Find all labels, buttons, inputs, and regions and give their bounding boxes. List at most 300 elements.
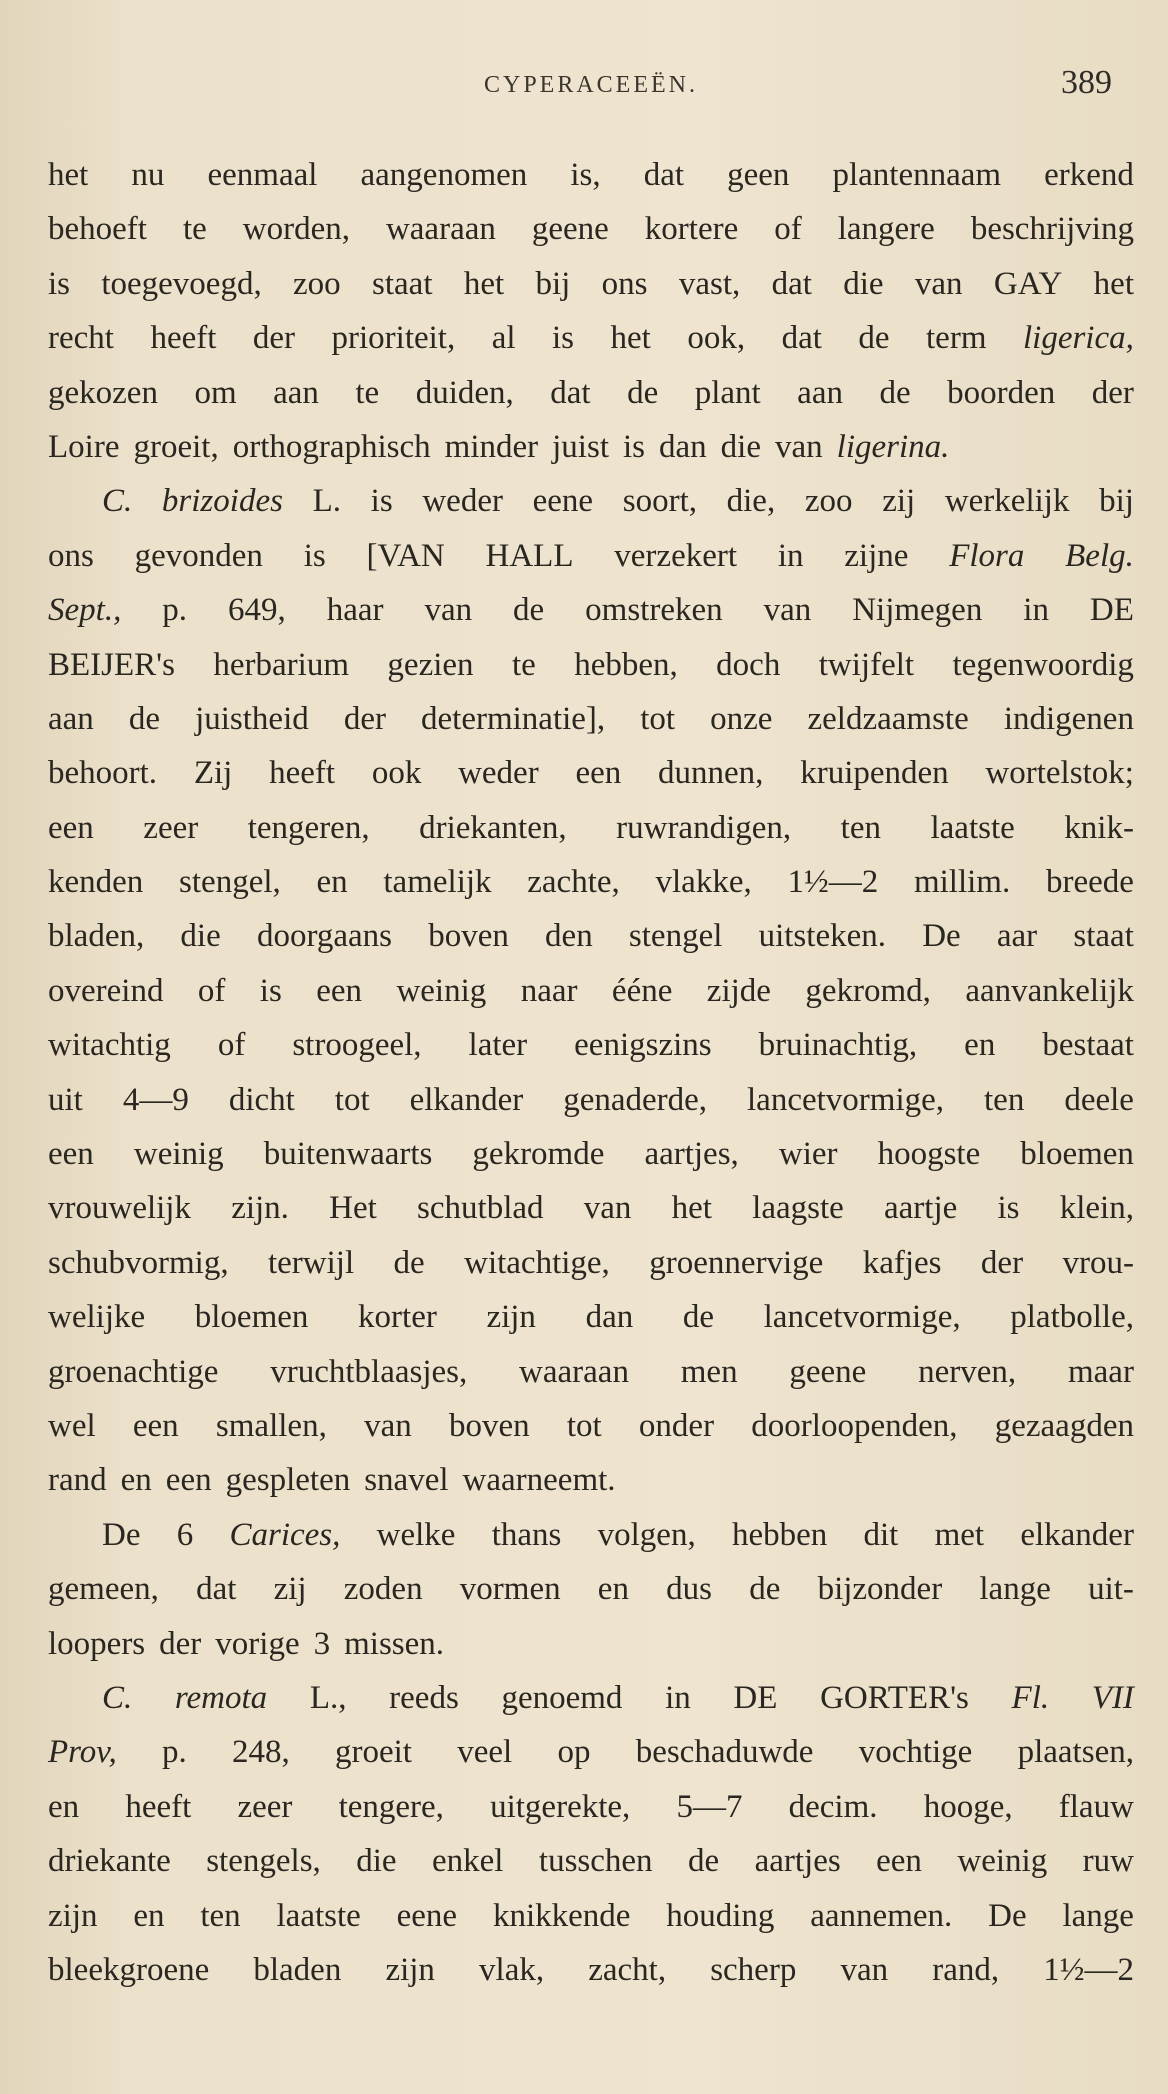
word: plant (694, 374, 761, 411)
word: in (777, 537, 804, 574)
word: stengels, (206, 1843, 321, 1880)
word: hoogste (877, 1136, 981, 1173)
word: 1½—2 (787, 864, 879, 901)
word: uit (48, 1081, 83, 1118)
word: wier (778, 1136, 838, 1173)
word: p. (162, 592, 188, 629)
word: zoo (804, 483, 853, 520)
word: den (545, 918, 593, 955)
word: terwijl (267, 1244, 355, 1281)
word: 649, (227, 592, 286, 629)
text-line (48, 1399, 1134, 1453)
word: der (1091, 374, 1134, 411)
word: zijn. (231, 1190, 289, 1227)
word: Fl. (1011, 1679, 1050, 1716)
word: dat (643, 157, 685, 193)
word: lange (1062, 1897, 1134, 1934)
text-line (48, 529, 1134, 583)
word: ligerina. (836, 428, 950, 465)
word: p. (161, 1734, 187, 1771)
word: missen. (344, 1625, 445, 1662)
word: recht (48, 320, 114, 357)
word: die (843, 265, 884, 302)
word: boven (428, 918, 509, 955)
word: zijn (48, 1897, 98, 1934)
word: gezaagden (994, 1407, 1134, 1444)
word: en (120, 1462, 152, 1499)
word: Flora (949, 537, 1025, 574)
word: later (468, 1027, 528, 1064)
word: ten (984, 1081, 1025, 1118)
text-line (48, 1780, 1134, 1834)
word: L., (309, 1679, 347, 1716)
word: witachtige, (464, 1244, 610, 1281)
word: De (988, 1897, 1027, 1934)
word: ook, (687, 320, 746, 357)
word: een (48, 809, 94, 846)
word: vast, (678, 265, 741, 302)
word: van (914, 265, 963, 302)
text-line (48, 1889, 1134, 1943)
word: behoort. (48, 755, 158, 792)
text-line (48, 1508, 1134, 1562)
word: weinig (133, 1136, 224, 1173)
word: gezien (387, 646, 474, 683)
word: dit (863, 1516, 899, 1553)
word: van (583, 1190, 632, 1227)
word: hooge, (923, 1788, 1013, 1825)
word: te (511, 646, 536, 683)
word: vlakke, (655, 864, 752, 901)
word: lange (979, 1571, 1051, 1608)
word: geene (789, 1353, 867, 1390)
text-line (48, 1290, 1134, 1344)
word: nerven, (918, 1353, 1017, 1390)
word: elkander (409, 1081, 524, 1118)
word: bloemen (1020, 1136, 1134, 1173)
word: groeit, (133, 428, 219, 465)
word: VII (1091, 1679, 1134, 1716)
word: wortelstok; (985, 755, 1134, 792)
word: de (627, 374, 659, 411)
word: houding (666, 1897, 775, 1934)
word: al (491, 320, 516, 357)
word: bleekgroene (48, 1951, 210, 1988)
word: snavel (364, 1462, 449, 1499)
word: die (180, 918, 221, 955)
word: dat (781, 320, 822, 357)
word: GORTER's (820, 1679, 969, 1716)
word: rand (48, 1462, 107, 1499)
word: uitsteken. (758, 918, 886, 955)
word: ten (840, 809, 881, 846)
word: buitenwaarts (263, 1136, 433, 1173)
word: 3 (313, 1625, 331, 1662)
word: [VAN (366, 537, 445, 574)
page-number: 389 (1061, 64, 1112, 101)
word: en (597, 1571, 629, 1608)
word: een (132, 1407, 179, 1444)
word: ruw (1082, 1843, 1134, 1880)
word: waarneemt. (462, 1462, 616, 1499)
word: lancetvormige, (763, 1299, 961, 1336)
word: tot (566, 1407, 602, 1444)
word: weinig (396, 972, 487, 1009)
word: zijde (706, 972, 771, 1009)
word: boorden (947, 374, 1056, 411)
word: welke (376, 1516, 456, 1553)
word: is (370, 483, 393, 520)
word: aan (273, 374, 319, 411)
word: heeft (269, 755, 336, 792)
word: DE (733, 1679, 778, 1716)
word: gekromd, (805, 972, 931, 1009)
word: die, (726, 483, 776, 520)
word: toegevoegd, (101, 265, 262, 302)
word: HALL (485, 537, 574, 574)
word: vochtige (858, 1734, 973, 1771)
word: zeer (237, 1788, 293, 1825)
running-title: CYPERACEEËN. (483, 72, 698, 98)
word: het (463, 265, 505, 302)
word: bruinachtig, (758, 1027, 918, 1064)
text-line (48, 1236, 1134, 1290)
word: plantennaam (832, 157, 1002, 193)
word: weder (422, 483, 503, 520)
word: elkander (1020, 1516, 1134, 1553)
word: tegenwoordig (952, 646, 1134, 683)
word: juistheid (195, 700, 309, 737)
word: Sept., (48, 592, 122, 629)
word: in (665, 1679, 691, 1716)
word: dat (196, 1571, 237, 1608)
word: ruwrandigen, (616, 809, 792, 846)
word: orthographisch (232, 428, 431, 465)
word: gevonden (134, 537, 263, 574)
word: gekromde (472, 1136, 605, 1173)
text-line (48, 366, 1134, 420)
word: de (393, 1244, 425, 1281)
word: zij (273, 1571, 307, 1608)
word: vruchtblaasjes, (270, 1353, 468, 1390)
word: breede (1045, 864, 1134, 901)
text-line (48, 1018, 1134, 1072)
word: 248, (231, 1734, 290, 1771)
word: groennervige (649, 1244, 824, 1281)
word: zacht, (588, 1951, 667, 1988)
word: reeds (389, 1679, 459, 1716)
word: vlak, (479, 1951, 545, 1988)
text-line (48, 692, 1134, 746)
word: brizoides (161, 483, 283, 520)
word: ten (200, 1897, 241, 1934)
word: tot (640, 700, 676, 737)
word: tengere, (338, 1788, 444, 1825)
word: wel (48, 1407, 96, 1444)
word: van (840, 1951, 889, 1988)
text-line (48, 746, 1134, 800)
word: aan (48, 700, 94, 737)
word: tot (334, 1081, 370, 1118)
word: C. (102, 1679, 133, 1716)
text-line (48, 1345, 1134, 1399)
text-line (48, 1127, 1134, 1181)
word: tamelijk (383, 864, 492, 901)
word: loopers (48, 1625, 146, 1662)
text-line (48, 1453, 1134, 1507)
word: ons (48, 537, 94, 574)
word: overeind (48, 972, 164, 1009)
word: duiden, (415, 374, 514, 411)
word: ééne (611, 972, 673, 1009)
word: het (610, 320, 651, 357)
word: der (343, 700, 386, 737)
word: is (48, 265, 71, 302)
word: hebben, (574, 646, 678, 683)
word: is (303, 537, 326, 574)
word: en (964, 1027, 996, 1064)
word: laatste (276, 1897, 361, 1934)
word: zeer (143, 809, 199, 846)
body-text (48, 148, 1134, 1997)
word: zijn (486, 1299, 536, 1336)
word: bestaat (1042, 1027, 1134, 1064)
word: en (133, 1897, 165, 1934)
word: staat (372, 265, 433, 302)
word: dus (666, 1571, 712, 1608)
word: flauw (1058, 1788, 1134, 1825)
word: kruipenden (800, 755, 949, 792)
word: op (557, 1734, 591, 1771)
word: uitgerekte, (490, 1788, 631, 1825)
word: korter (358, 1299, 437, 1336)
word: remota (174, 1679, 268, 1716)
word: dat (771, 265, 812, 302)
word: prioriteit, (331, 320, 456, 357)
word: die (720, 428, 761, 465)
word: schutblad (417, 1190, 544, 1227)
word: haar (326, 592, 384, 629)
word: is, (570, 157, 601, 193)
word: bijzonder (817, 1571, 943, 1608)
word: dunnen, (658, 755, 764, 792)
word: beschaduwde (635, 1734, 814, 1771)
word: erkend (1044, 157, 1134, 193)
word: de (879, 374, 911, 411)
word: vormen (459, 1571, 561, 1608)
word: 5—7 (676, 1788, 743, 1825)
word: een (165, 1462, 212, 1499)
word: heeft (150, 320, 217, 357)
word: zijne (844, 537, 909, 574)
word: stengel (628, 918, 723, 955)
word: Loire (48, 428, 120, 465)
word: vorige (215, 1625, 300, 1662)
word: de (858, 320, 890, 357)
word: aartjes, (644, 1136, 739, 1173)
text-line (48, 257, 1134, 311)
word: ons (601, 265, 648, 302)
word: dan (659, 428, 707, 465)
word: bloemen (194, 1299, 309, 1336)
word: een (876, 1843, 922, 1880)
word: behoeft (48, 211, 147, 248)
word: schubvormig, (48, 1244, 229, 1281)
word: enkel (432, 1843, 504, 1880)
text-line (48, 583, 1134, 637)
word: gemeen, (48, 1571, 159, 1608)
word: van (364, 1407, 412, 1444)
word: een (316, 972, 363, 1009)
word: bij (535, 265, 571, 302)
word: rand, (932, 1951, 1000, 1988)
word: aannemen. (810, 1897, 953, 1934)
word: uit- (1088, 1571, 1134, 1608)
word: Belg. (1065, 537, 1134, 574)
word: of (774, 211, 802, 248)
word: het (48, 157, 89, 193)
word: doorgaans (256, 918, 392, 955)
text-line (48, 1834, 1134, 1888)
word: indigenen (1003, 700, 1134, 737)
word: genaderde, (563, 1081, 708, 1118)
word: L. (312, 483, 342, 520)
word: zij (882, 483, 916, 520)
word: of (197, 972, 226, 1009)
word: men (680, 1353, 738, 1390)
word: Carices, (229, 1516, 341, 1553)
word: der (159, 1625, 202, 1662)
word: term (926, 320, 987, 357)
word: der (980, 1244, 1024, 1281)
text-line (48, 964, 1134, 1018)
word: ligerica, (1022, 320, 1134, 357)
word: ook (371, 755, 422, 792)
word: is (552, 320, 575, 357)
text-line (48, 1181, 1134, 1235)
word: gekozen (48, 374, 158, 411)
word: en (48, 1788, 80, 1825)
text-line (48, 1073, 1134, 1127)
word: beschrijving (970, 211, 1134, 248)
word: de (128, 700, 161, 737)
word: zoo (293, 265, 341, 302)
word: De (102, 1516, 141, 1553)
word: is (623, 428, 646, 465)
word: bladen, (48, 918, 145, 955)
word: lancetvormige, (747, 1081, 945, 1118)
word: te (182, 211, 207, 248)
word: platbolle, (1010, 1299, 1134, 1336)
word: groenachtige (48, 1353, 219, 1390)
word: eenmaal (207, 157, 318, 193)
word: nu (131, 157, 165, 193)
word: aan (797, 374, 843, 411)
word: die (356, 1843, 397, 1880)
word: is (997, 1190, 1020, 1227)
word: de (749, 1571, 781, 1608)
word: eene (396, 1897, 458, 1934)
word: met (934, 1516, 985, 1553)
word: onder (638, 1407, 715, 1444)
word: de (682, 1299, 714, 1336)
text-line (48, 474, 1134, 528)
word: Zij (193, 755, 233, 792)
text-line (48, 855, 1134, 909)
word: of (217, 1027, 246, 1064)
word: van (775, 428, 823, 465)
word: onze (710, 700, 773, 737)
word: langere (837, 211, 935, 248)
word: maar (1067, 1353, 1134, 1390)
word: GAY (993, 265, 1063, 302)
word: zeldzaamste (807, 700, 969, 737)
text-line (48, 311, 1134, 365)
word: stroogeel, (292, 1027, 422, 1064)
word: scherp (710, 1951, 797, 1988)
word: BEIJER's (48, 646, 175, 683)
word: twijfelt (818, 646, 915, 683)
word: aartjes (754, 1843, 841, 1880)
word: dat (550, 374, 591, 411)
word: staat (1073, 918, 1134, 955)
word: waaraan (519, 1353, 629, 1390)
word: verzekert (614, 537, 738, 574)
word: en (316, 864, 348, 901)
word: een (48, 1136, 94, 1173)
word: 6 (176, 1516, 194, 1553)
word: doch (716, 646, 781, 683)
text-line (48, 909, 1134, 963)
text-line (48, 1617, 1134, 1671)
text-line (48, 420, 1134, 474)
word: waaraan (385, 211, 496, 248)
word: eene (532, 483, 594, 520)
word: kenden (48, 864, 144, 901)
word: een (575, 755, 622, 792)
word: herbarium (213, 646, 349, 683)
word: driekante (48, 1843, 171, 1880)
word: determinatie], (421, 700, 606, 737)
word: Prov, (48, 1734, 117, 1771)
word: omstreken (585, 592, 723, 629)
text-line (48, 1943, 1134, 1997)
word: bij (1099, 483, 1134, 520)
word: naar (520, 972, 578, 1009)
word: hebben (731, 1516, 828, 1553)
word: eenigszins (574, 1027, 712, 1064)
word: heeft (125, 1788, 192, 1825)
word: geen (727, 157, 790, 193)
word: aartje (884, 1190, 958, 1227)
word: groeit (334, 1734, 412, 1771)
word: bladen (253, 1951, 342, 1988)
word: doorloopenden, (751, 1407, 958, 1444)
word: weinig (957, 1843, 1048, 1880)
word: het (671, 1190, 712, 1227)
word: knikkende (492, 1897, 631, 1934)
word: het (1093, 265, 1134, 302)
word: veel (457, 1734, 513, 1771)
word: kortere (644, 211, 739, 248)
word: C. (102, 483, 133, 520)
word: De (922, 918, 961, 955)
word: in (1023, 592, 1049, 629)
word: vrouwelijk (48, 1190, 191, 1227)
word: tengeren, (247, 809, 370, 846)
word: boven (448, 1407, 530, 1444)
word: zoden (343, 1571, 423, 1608)
